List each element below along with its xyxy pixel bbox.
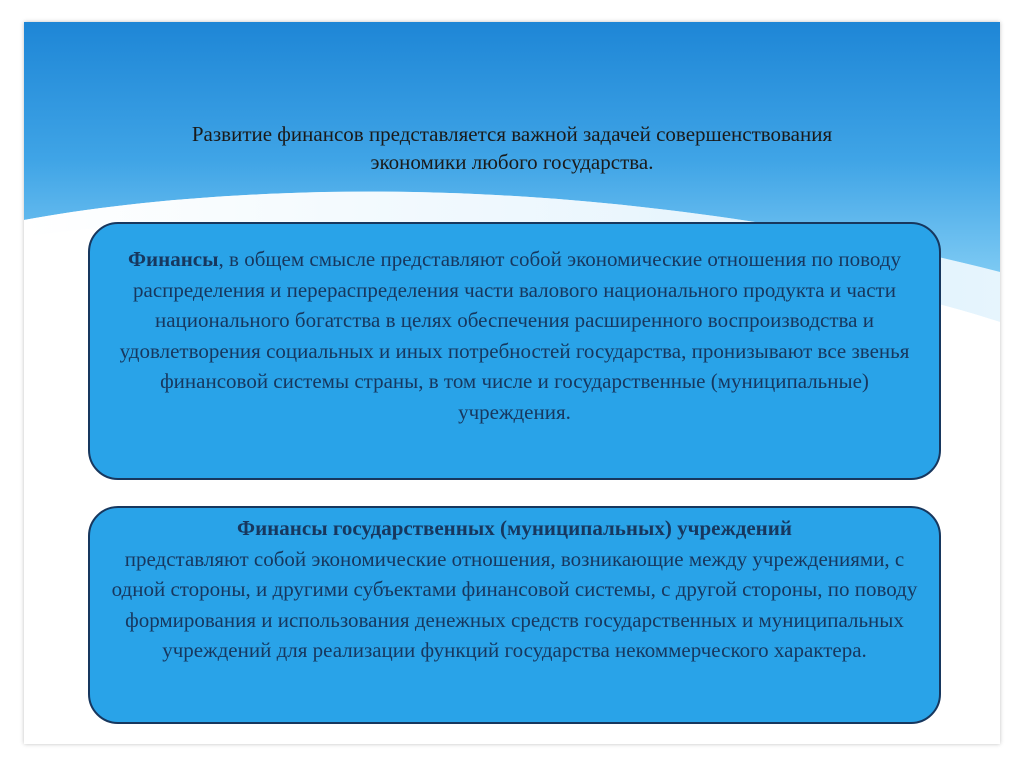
title-line-1: Развитие финансов представляется важной задачей совершенствования <box>191 122 833 146</box>
card-2-term: Финансы государственных (муниципальных) учреждений <box>237 516 792 540</box>
card-2-paragraph <box>110 513 919 666</box>
slide <box>24 22 1000 744</box>
card-1-paragraph <box>110 244 919 427</box>
definition-card-institution-finance <box>88 506 941 724</box>
slide-title <box>64 120 960 176</box>
card-1-term: Финансы <box>127 247 219 271</box>
definition-card-finance <box>88 222 941 480</box>
card-2-text: представляют собой экономические отношения, возникающие между учреждениями, с одной стороны, и другими субъектами финансовой системы, с другой стороны, по поводу формирования и использования денежных средств государственных и муниципальных учреждений для реализации функций государства некоммерческого характера. <box>111 546 918 662</box>
title-line-2: экономики любого государства. <box>370 150 654 174</box>
card-1-text: , в общем смысле представляют собой экономические отношения по поводу распределения и перераспределения части валового национального продукта и части национального богатства в целях обеспечения расширенного воспроизводства и удовлетворения социальных и иных потребностей государства, пронизывают все звенья финансовой системы страны, в том числе и государственные (муниципальные) учреждения. <box>119 247 910 424</box>
